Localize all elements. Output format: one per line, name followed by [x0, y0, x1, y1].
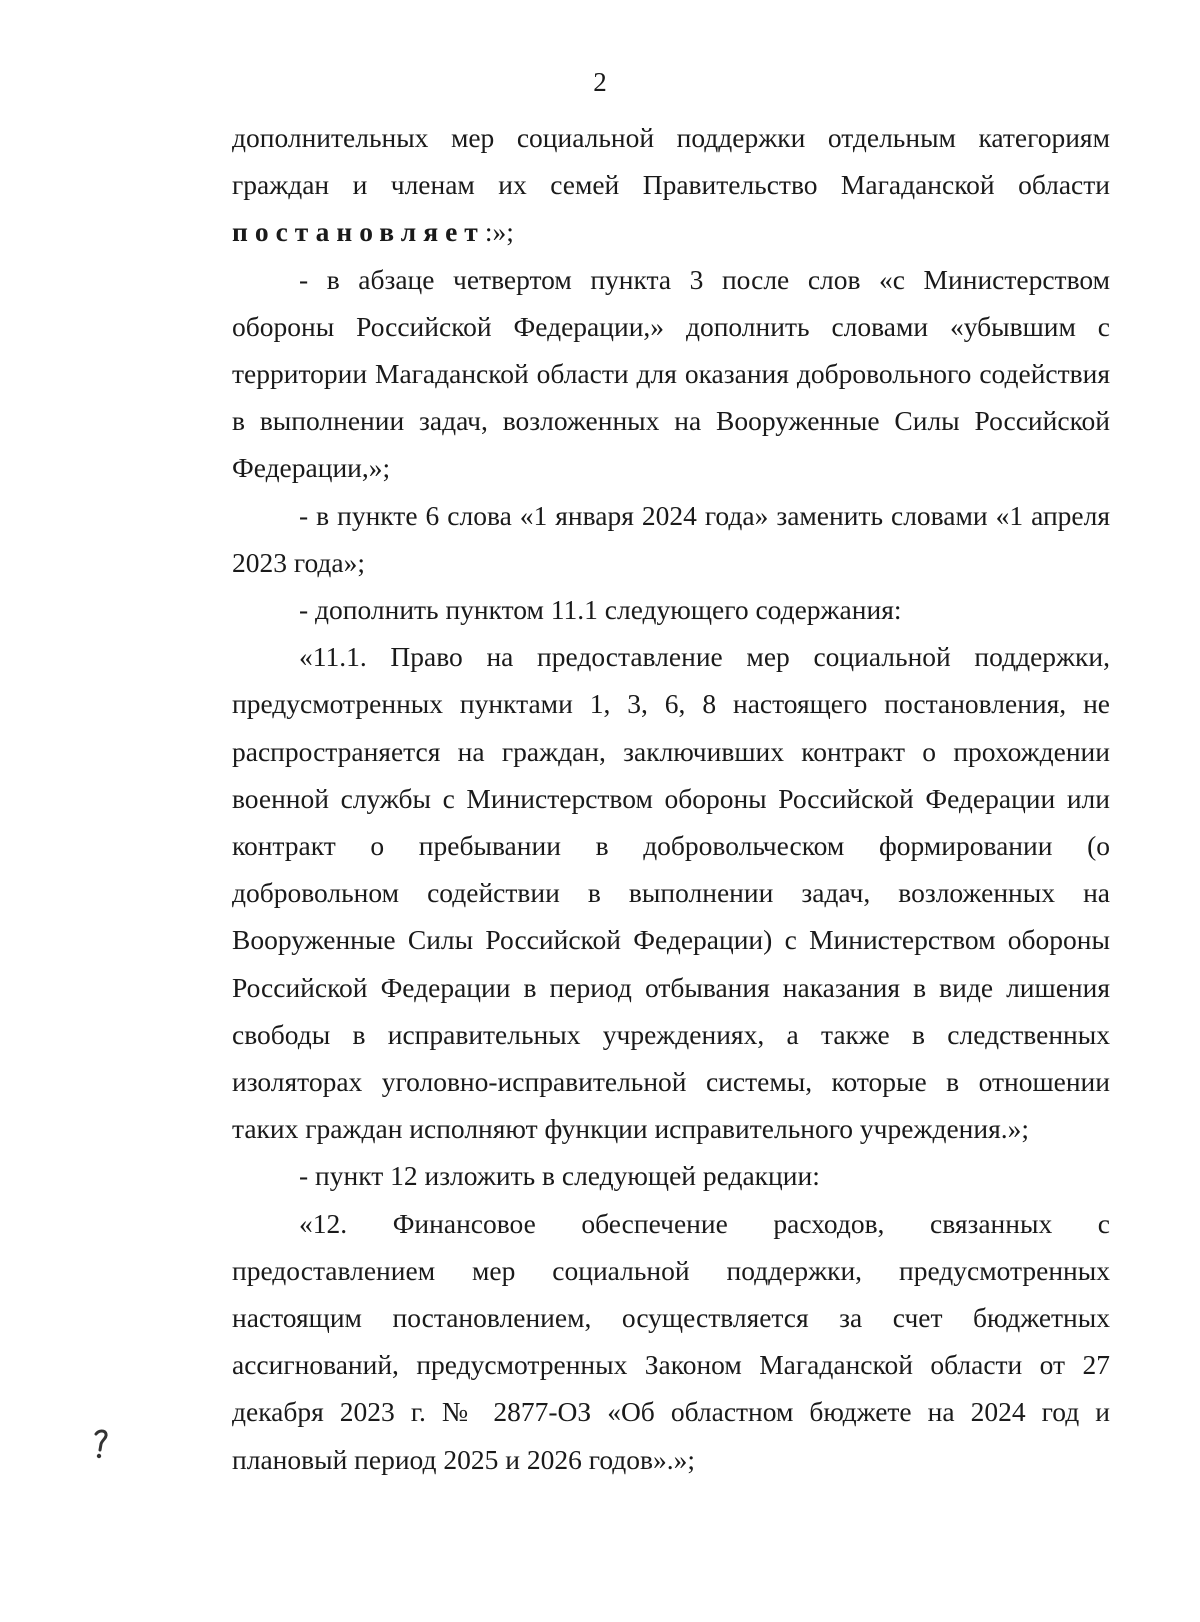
- page-number: 2: [593, 67, 607, 97]
- paragraph-tail: :»;: [484, 216, 514, 248]
- resolves-keyword: постановляет: [232, 216, 485, 248]
- paragraph-point-12-text: «12. Финансовое обеспечение расходов, связанных с предоставлением мер социальной поддержки, предусмотренных настоящим постановлением, осуществляется за счет бюджетных ассигнований, предусмотренных Законом Магаданской области от 27 декабря 2023 г. № 2877-ОЗ «Об областном бюджете на 2024 год и плановый период 2025 и 2026 годов».»;: [232, 1207, 1110, 1475]
- document-body: [232, 114, 1110, 1483]
- paragraph-point-11-1-text: «11.1. Право на предоставление мер социальной поддержки, предусмотренных пунктами 1, 3, 6, 8 настоящего постановления, не распространяется на граждан, заключивших контракт о прохождении военной службы с Министерством обороны Российской Федерации или контракт о пребывании в добровольческом формировании (о добровольном содействии в выполнении задач, возложенных на Вооруженные Силы Российской Федерации) с Министерством обороны Российской Федерации в период отбывания наказания в виде лишения свободы в исправительных учреждениях, а также в следственных изоляторах уголовно-исправительной системы, которые в отношении таких граждан исполняют функции исправительного учреждения.»;: [232, 641, 1110, 1145]
- paragraph-amendment-point-3: - в абзаце четвертом пункта 3 после слов «с Министерством обороны Российской Федерации,» дополнить словами «убывшим с территории Магаданской области для оказания добровольного содействия в выполнении задач, возложенных на Вооруженные Силы Российской Федерации,»;: [232, 263, 1110, 484]
- paragraph-point-12-intro: - пункт 12 изложить в следующей редакции:: [299, 1160, 820, 1192]
- margin-scan-mark-icon: [93, 1428, 109, 1462]
- paragraph-add-point-11-1: - дополнить пунктом 11.1 следующего содержания:: [299, 594, 902, 626]
- paragraph-preamble-continuation: [232, 114, 1110, 256]
- paragraph-text: дополнительных мер социальной поддержки отдельным категориям граждан и членам их семей Правительство Магаданской области: [232, 122, 1110, 201]
- paragraph-amendment-point-6: - в пункте 6 слова «1 января 2024 года» заменить словами «1 апреля 2023 года»;: [232, 499, 1110, 578]
